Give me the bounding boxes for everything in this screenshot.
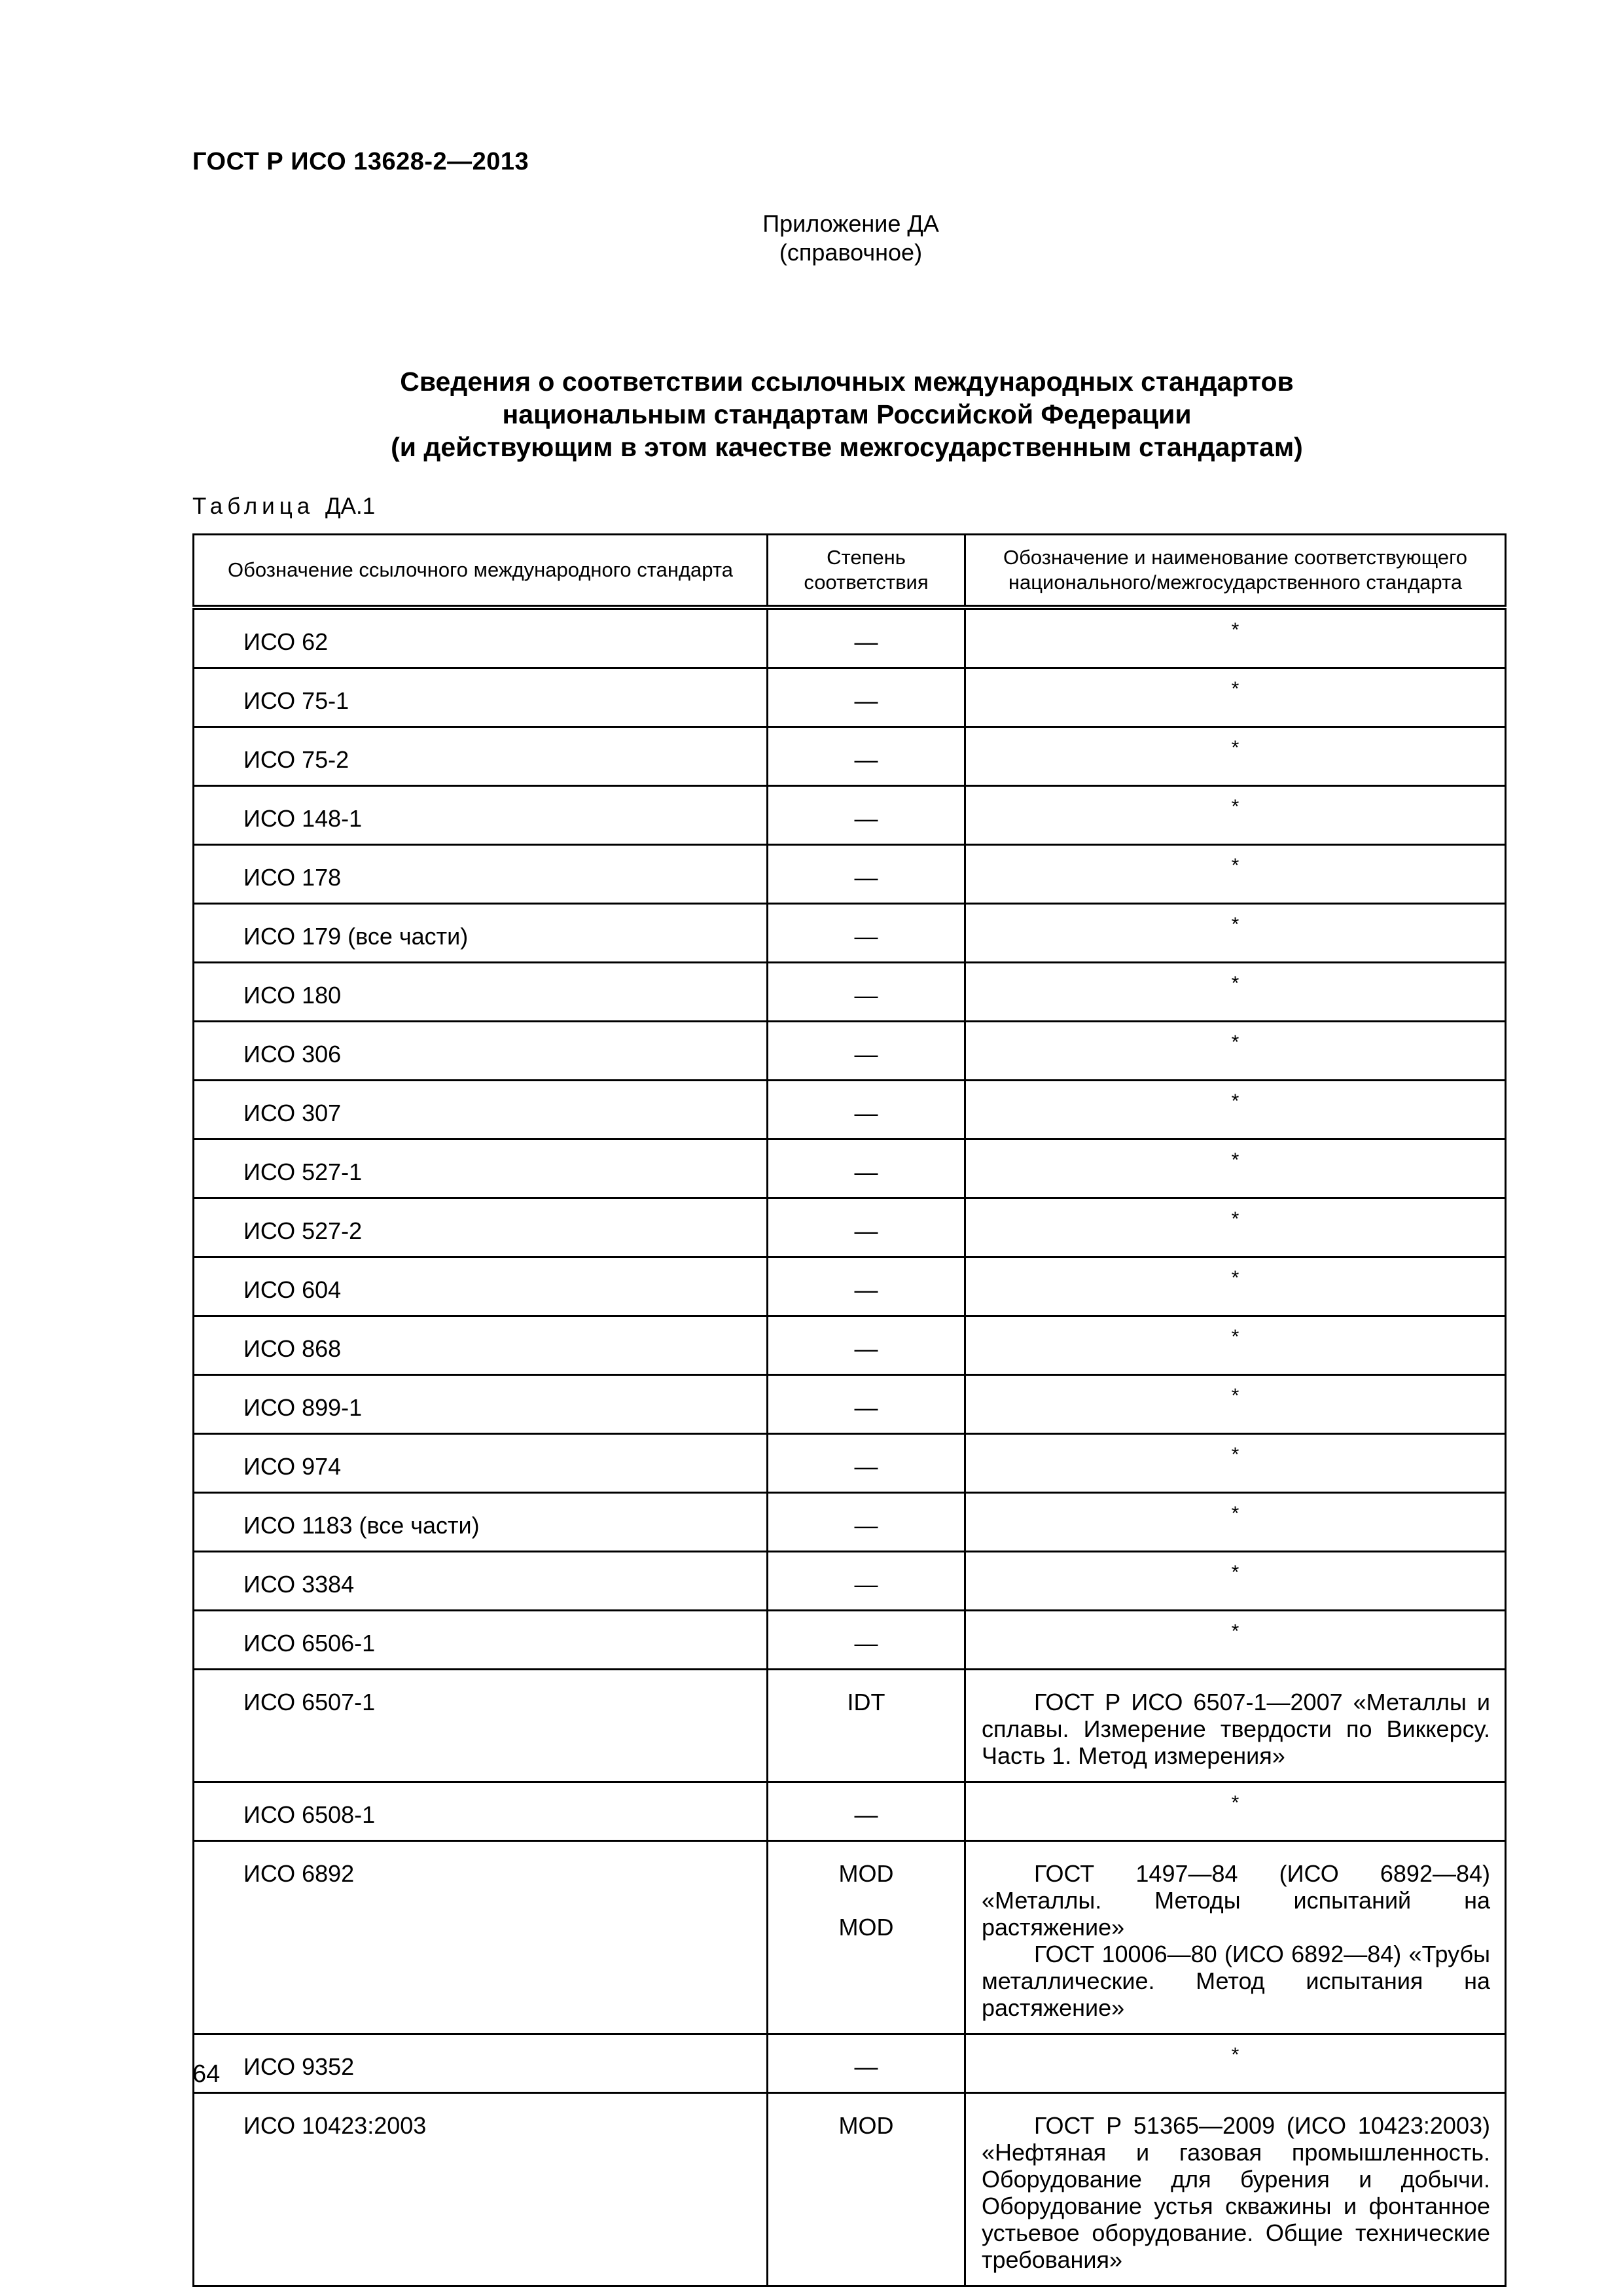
national-cell: * <box>965 845 1506 904</box>
national-cell <box>965 2093 1506 2286</box>
national-cell: * <box>965 1611 1506 1670</box>
reference-cell: ИСО 604 <box>194 1257 768 1316</box>
table-row <box>194 2093 1506 2286</box>
reference-cell: ИСО 6892 <box>194 1841 768 2034</box>
table-row <box>194 963 1506 1022</box>
reference-cell: ИСО 6507-1 <box>194 1670 768 1782</box>
reference-cell: ИСО 75-2 <box>194 727 768 786</box>
national-cell: * <box>965 1493 1506 1552</box>
national-cell: * <box>965 786 1506 845</box>
degree-cell: — <box>768 1782 965 1841</box>
degree-cell: — <box>768 1198 965 1257</box>
degree-cell: — <box>768 727 965 786</box>
degree-value: MOD <box>838 1914 894 1941</box>
table-row <box>194 1552 1506 1611</box>
reference-cell: ИСО 306 <box>194 1022 768 1081</box>
degree-cell: — <box>768 1552 965 1611</box>
national-cell <box>965 1670 1506 1782</box>
table-caption-word: Таблица <box>192 493 315 519</box>
national-cell: * <box>965 1022 1506 1081</box>
degree-cell: — <box>768 904 965 963</box>
reference-cell: ИСО 868 <box>194 1316 768 1375</box>
national-cell: * <box>965 607 1506 668</box>
table-row <box>194 786 1506 845</box>
table-header-row <box>194 535 1506 608</box>
degree-cell: — <box>768 607 965 668</box>
national-cell: * <box>965 2034 1506 2093</box>
appendix-subtitle: (справочное) <box>779 239 923 266</box>
national-cell: * <box>965 668 1506 727</box>
reference-cell: ИСО 75-1 <box>194 668 768 727</box>
degree-cell: MOD <box>768 2093 965 2286</box>
reference-cell: ИСО 527-1 <box>194 1139 768 1198</box>
national-cell <box>965 1841 1506 2034</box>
national-standard-text: ГОСТ Р 51365—2009 (ИСО 10423:2003) «Нефтяная и газовая промышленность. Оборудование для бурения и добычи. Оборудование устья скважины и фонтанное устьевое оборудование. Общие технические требования» <box>982 2112 1490 2273</box>
table-row <box>194 1611 1506 1670</box>
reference-cell: ИСО 527-2 <box>194 1198 768 1257</box>
reference-cell: ИСО 899-1 <box>194 1375 768 1434</box>
degree-cell: — <box>768 1139 965 1198</box>
table-row <box>194 1493 1506 1552</box>
table-row <box>194 1022 1506 1081</box>
reference-cell: ИСО 10423:2003 <box>194 2093 768 2286</box>
national-cell: * <box>965 1552 1506 1611</box>
header-degree: Степень соответствия <box>768 535 965 608</box>
degree-cell: — <box>768 1375 965 1434</box>
table-row <box>194 1081 1506 1139</box>
national-cell: * <box>965 1257 1506 1316</box>
appendix-heading <box>589 209 1113 267</box>
degree-cell: — <box>768 1316 965 1375</box>
reference-cell: ИСО 180 <box>194 963 768 1022</box>
table-row <box>194 845 1506 904</box>
section-title <box>192 365 1501 463</box>
degree-cell <box>768 1841 965 2034</box>
degree-cell: — <box>768 963 965 1022</box>
table-row <box>194 1139 1506 1198</box>
national-cell: * <box>965 1434 1506 1493</box>
degree-cell: IDT <box>768 1670 965 1782</box>
document-header: ГОСТ Р ИСО 13628-2—2013 <box>192 148 529 175</box>
appendix-title: Приложение ДА <box>762 210 939 237</box>
section-title-line: (и действующим в этом качестве межгосударственным стандартам) <box>391 432 1303 462</box>
degree-cell: — <box>768 668 965 727</box>
reference-cell: ИСО 6506-1 <box>194 1611 768 1670</box>
reference-cell: ИСО 148-1 <box>194 786 768 845</box>
table-row <box>194 1782 1506 1841</box>
national-cell: * <box>965 1782 1506 1841</box>
degree-cell: — <box>768 1493 965 1552</box>
national-standard-text: ГОСТ Р ИСО 6507-1—2007 «Металлы и сплавы. Измерение твердости по Виккерсу. Часть 1. Метод измерения» <box>982 1689 1490 1769</box>
section-title-line: Сведения о соответствии ссылочных международных стандартов <box>400 367 1294 397</box>
reference-cell: ИСО 178 <box>194 845 768 904</box>
table-row <box>194 1375 1506 1434</box>
reference-cell: ИСО 9352 <box>194 2034 768 2093</box>
reference-cell: ИСО 3384 <box>194 1552 768 1611</box>
reference-cell: ИСО 974 <box>194 1434 768 1493</box>
page-number: 64 <box>192 2060 221 2088</box>
table-row <box>194 1257 1506 1316</box>
table-row <box>194 668 1506 727</box>
national-cell: * <box>965 1198 1506 1257</box>
table-row <box>194 1841 1506 2034</box>
degree-cell: — <box>768 786 965 845</box>
degree-cell: — <box>768 1022 965 1081</box>
national-standard-text: ГОСТ 1497—84 (ИСО 6892—84) «Металлы. Методы испытаний на растяжение» <box>982 1860 1490 1941</box>
table-caption <box>192 493 375 520</box>
table-row <box>194 607 1506 668</box>
section-title-line: национальным стандартам Российской Федерации <box>502 399 1192 429</box>
national-cell: * <box>965 727 1506 786</box>
reference-cell: ИСО 62 <box>194 607 768 668</box>
national-cell: * <box>965 1316 1506 1375</box>
degree-value: MOD <box>838 1860 894 1887</box>
degree-cell: — <box>768 845 965 904</box>
degree-cell: — <box>768 1081 965 1139</box>
header-national-standard: Обозначение и наименование соответствующего национального/межгосударственного стандарта <box>965 535 1506 608</box>
national-cell: * <box>965 1139 1506 1198</box>
national-cell: * <box>965 1375 1506 1434</box>
degree-cell: — <box>768 1434 965 1493</box>
reference-cell: ИСО 1183 (все части) <box>194 1493 768 1552</box>
degree-cell: — <box>768 1257 965 1316</box>
degree-cell: — <box>768 1611 965 1670</box>
degree-cell: — <box>768 2034 965 2093</box>
table-row <box>194 1316 1506 1375</box>
national-cell: * <box>965 963 1506 1022</box>
national-standard-text: ГОСТ 10006—80 (ИСО 6892—84) «Трубы металлические. Метод испытания на растяжение» <box>982 1941 1490 2021</box>
table-row <box>194 1670 1506 1782</box>
national-cell: * <box>965 904 1506 963</box>
table-caption-number: ДА.1 <box>325 493 376 519</box>
table-row <box>194 2034 1506 2093</box>
table-row <box>194 1434 1506 1493</box>
reference-cell: ИСО 6508-1 <box>194 1782 768 1841</box>
reference-cell: ИСО 307 <box>194 1081 768 1139</box>
header-reference-standard: Обозначение ссылочного международного стандарта <box>194 535 768 608</box>
table-row <box>194 727 1506 786</box>
table-row <box>194 904 1506 963</box>
table-row <box>194 1198 1506 1257</box>
correspondence-table <box>192 533 1507 2287</box>
reference-cell: ИСО 179 (все части) <box>194 904 768 963</box>
national-cell: * <box>965 1081 1506 1139</box>
